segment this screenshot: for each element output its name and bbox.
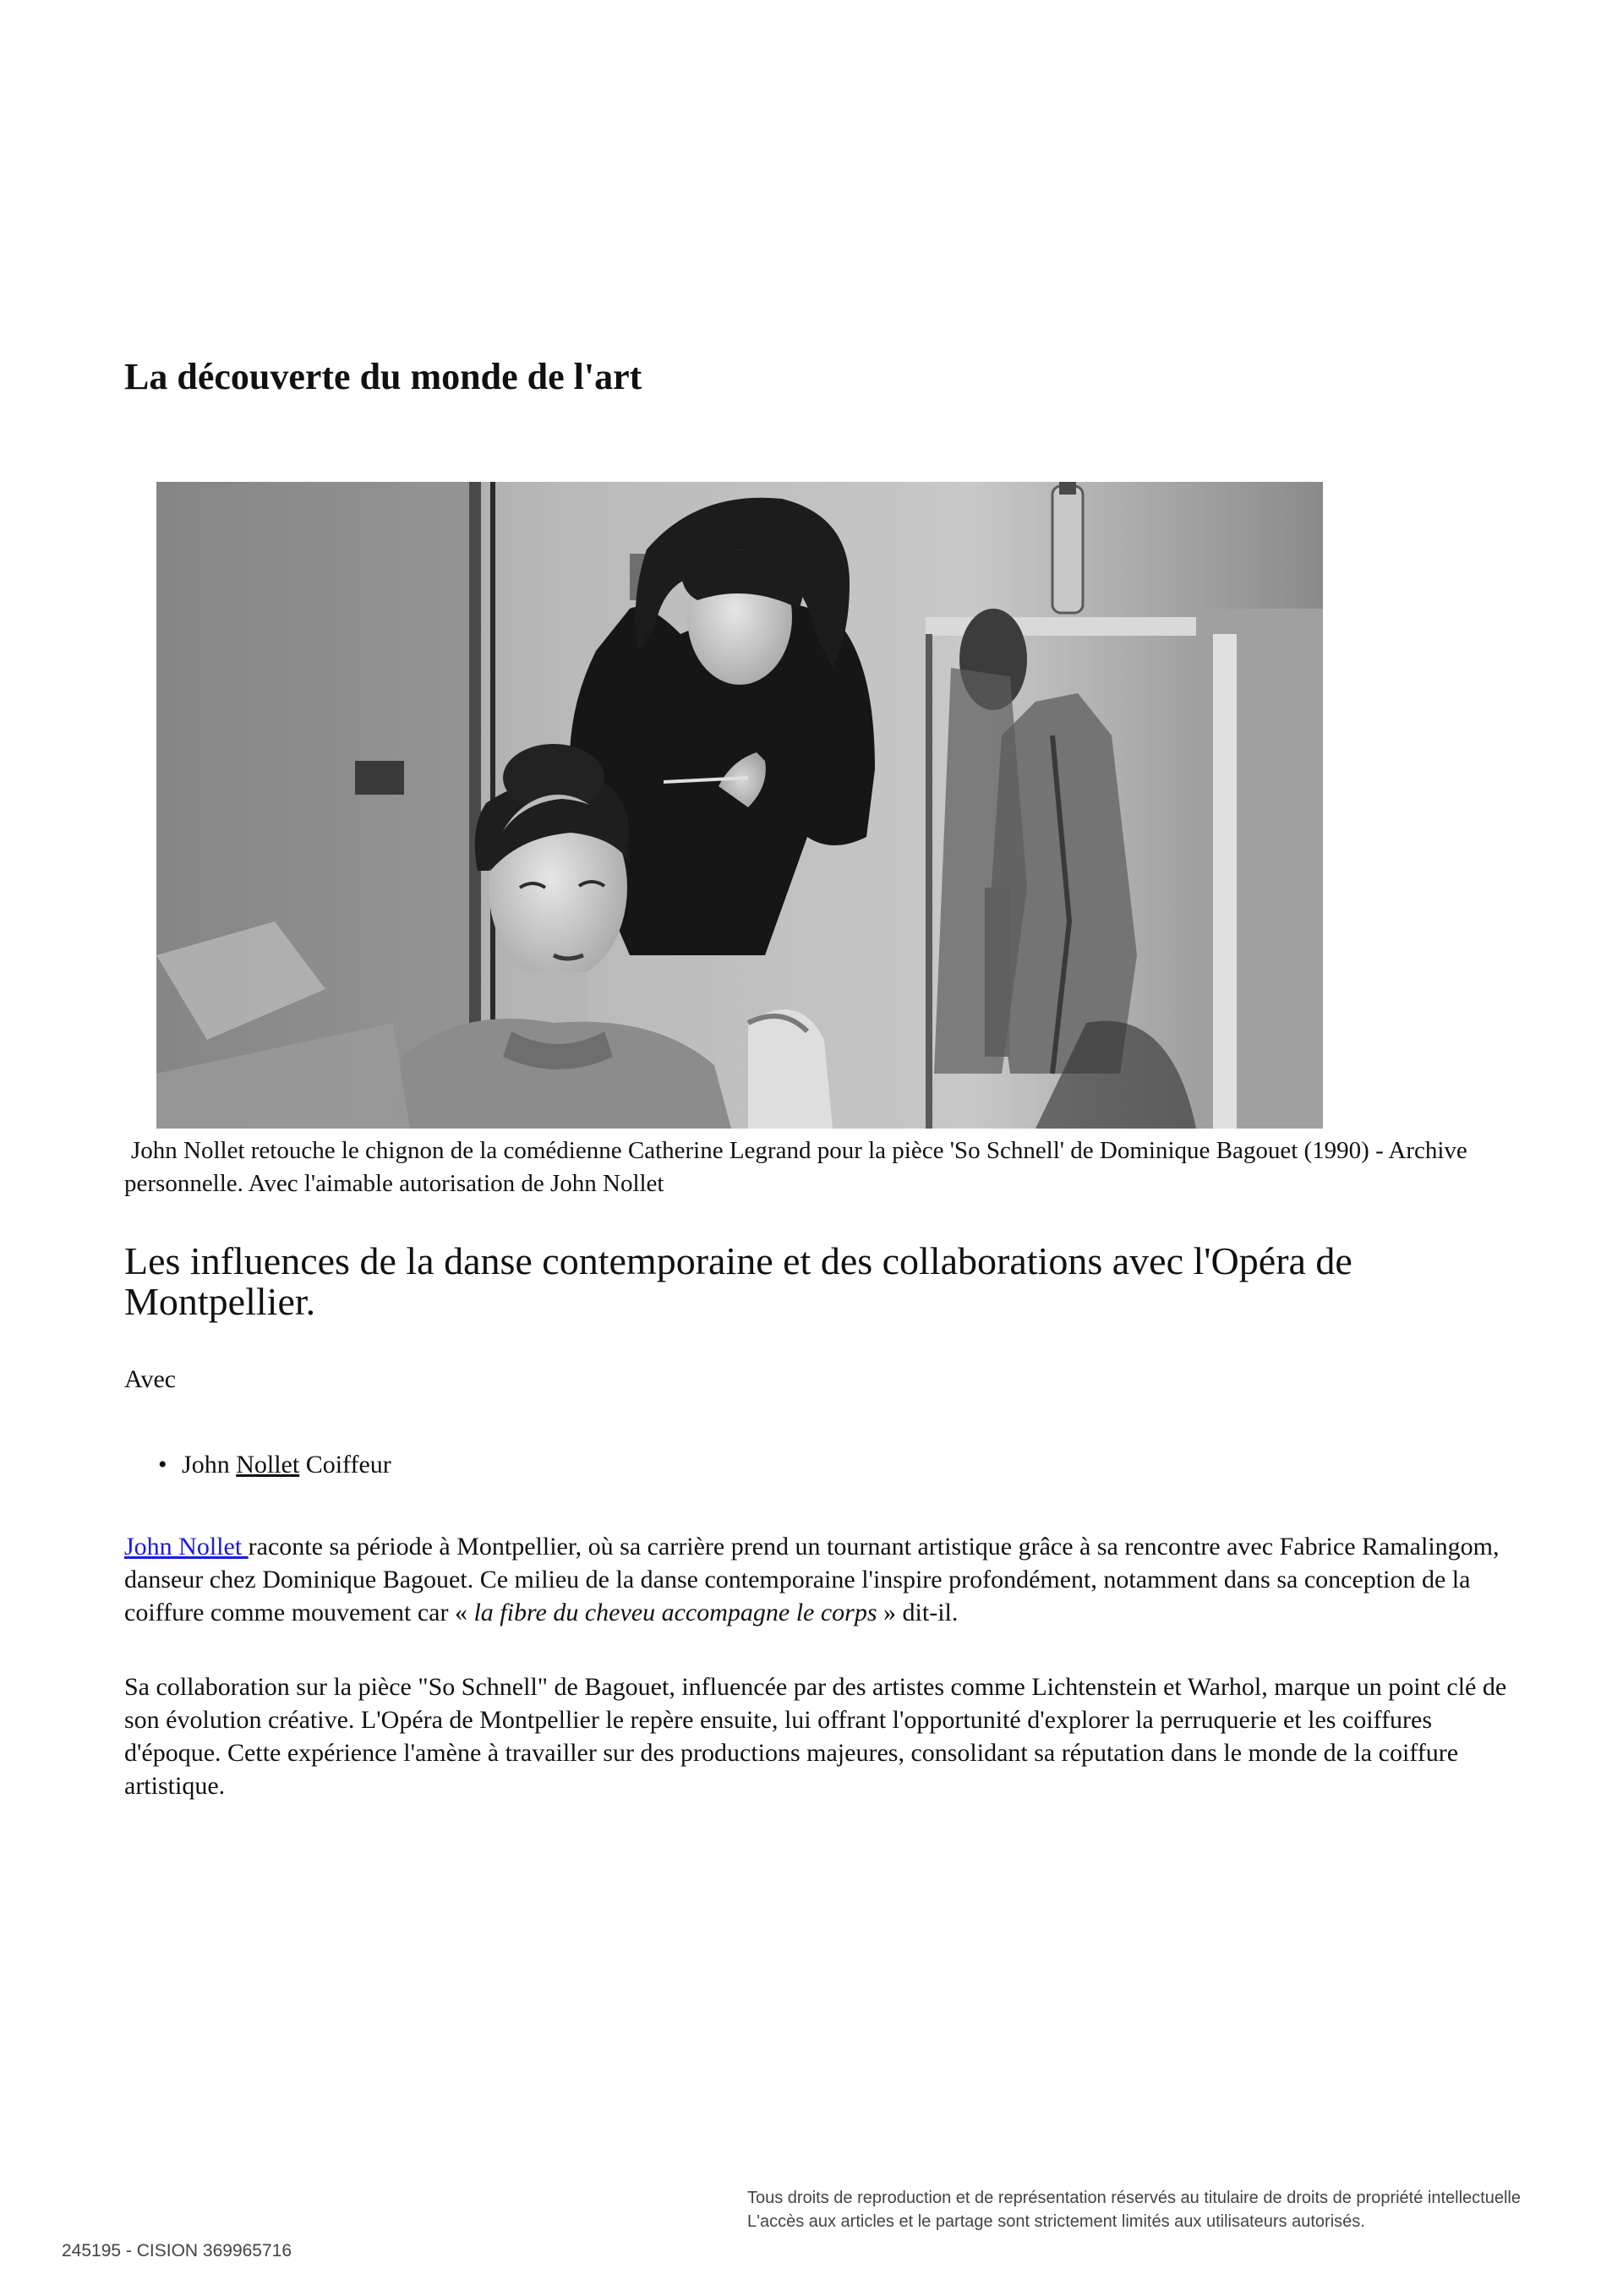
guest-first-name: John [182,1451,230,1479]
paragraph-1-text: raconte sa période à Montpellier, où sa carrière prend un tournant artistique grâce à sa rencontre avec Fabrice Ramalingom, danseur chez Dominique Bagouet. Ce milieu de la danse contemporaine l'inspire profondément, notamment dans sa conception de la coiffure comme mouvement car « [124,1533,1500,1626]
footer-rights-line-1: Tous droits de reproduction et de représentation réservés au titulaire de droits de propriété intellectuelle [747,2189,1521,2207]
article-photo [156,482,1323,1129]
section-subtitle: Les influences de la danse contemporaine et des collaborations avec l'Opéra de Montpellier. [124,1239,1352,1323]
section-title: La découverte du monde de l'art [124,356,642,397]
paragraph-1 [124,1530,1511,1629]
photo-illustration [156,482,1323,1129]
footer-rights [747,2186,1521,2233]
paragraph-2: Sa collaboration sur la pièce "So Schnell" de Bagouet, influencée par des artistes comme Lichtenstein et Warhol, marque un point clé de son évolution créative. L'Opéra de Montpellier le repère ensuite, lui offrant l'opportunité d'explorer la perruquerie et les coiffures d'époque. Cette expérience l'amène à travailler sur des productions majeures, consolidant sa réputation dans le monde de la coiffure artistique. [124,1673,1507,1800]
paragraph-1-quote: la fibre du cheveu accompagne le corps [473,1599,877,1626]
guest-list [158,1449,391,1481]
guest-last-name-link[interactable]: Nollet [236,1451,300,1479]
footer-rights-line-2: L'accès aux articles et le partage sont strictement limités aux utilisateurs autorisés. [747,2212,1365,2231]
paragraph-1-end: » dit-il. [877,1599,959,1626]
list-item [158,1449,391,1481]
guest-role: Coiffeur [305,1451,391,1479]
john-nollet-link[interactable]: John Nollet [124,1533,249,1561]
photo-caption: John Nollet retouche le chignon de la comédienne Catherine Legrand pour la pièce 'So Schnell' de Dominique Bagouet (1990) - Archive personnelle. Avec l'aimable autorisation de John Nollet [124,1137,1467,1197]
footer-id: 245195 - CISION 369965716 [62,2241,292,2260]
avec-label: Avec [124,1365,177,1393]
